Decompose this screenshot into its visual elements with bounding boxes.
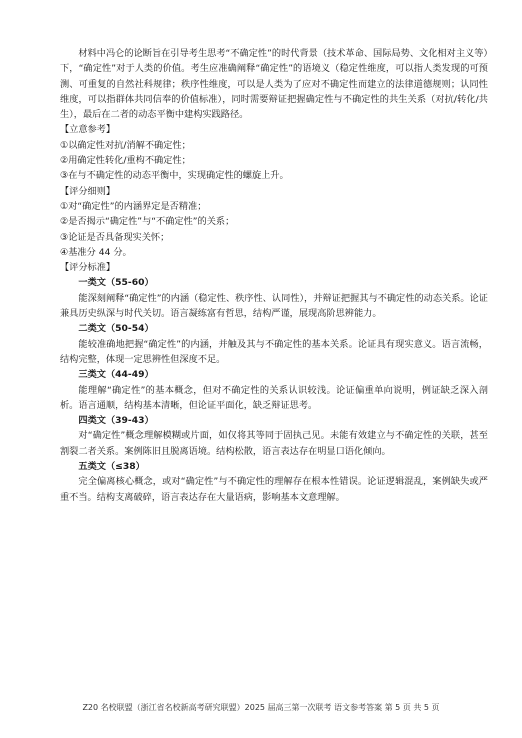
xize-item: ④基准分 44 分。	[60, 246, 132, 258]
grade-4-body: 对“确定性”概念理解模糊或片面，如仅将其等同于固执己见。未能有效建立与不确定性的关联，甚至割裂二者关系。案例陈旧且脱离语境。结构松散，语言表达存在明显口语化倾向。	[60, 430, 488, 457]
lizhi-heading: 【立意参考】	[60, 124, 116, 136]
lizhi-item: ②用确定性转化/重构不确定性；	[60, 155, 191, 167]
intro-paragraph: 材料中冯仑的论断旨在引导考生思考“不确定性”的时代背景（技术革命、国际局势、文化相对主义等）下，“确定性”对于人类的价值。考生应准确阐释“确定性”的语境义（稳定性维度，可以指人类发现的可预测、可重复的自然社科规律；秩序性维度，可以是人类为了应对不确定性而建立的法律道德规则；认同性维度，可以指群体共同信奉的价值标准），同时需要辩证把握确定性与不确定性的共生关系（对抗/转化/共生），最后在二者的动态平衡中建构实践路径。	[60, 48, 488, 121]
grade-5-body: 完全偏离核心概念，或对“确定性”与不确定性的理解存在根本性错误。论证逻辑混乱，案例缺失或严重不当。结构支离破碎，语言表达存在大量语病，影响基本文意理解。	[60, 476, 488, 503]
grade-1-title: 一类文（55-60）	[78, 277, 154, 289]
xize-item: ③论证是否具备现实关怀；	[60, 231, 170, 243]
page-footer: Z20 名校联盟（浙江省名校新高考研究联盟）2025 届高三第一次联考 语文参考答案 第 5 页 共 5 页	[82, 703, 440, 712]
biaozhun-heading: 【评分标准】	[60, 262, 116, 274]
grade-1-body: 能深刻阐释“确定性”的内涵（稳定性、秩序性、认同性），并辩证把握其与不确定性的动态关系。论证兼具历史纵深与时代关切。语言凝练富有哲思，结构严谨，展现高阶思辨能力。	[60, 292, 488, 320]
xize-item: ①对“确定性”的内涵界定是否精准；	[60, 200, 207, 212]
grade-3-title: 三类文（44-49）	[78, 369, 154, 381]
grade-3-body: 能理解“确定性”的基本概念，但对不确定性的关系认识较浅。论证偏重单向说明，例证缺乏深入剖析。语言通顺，结构基本清晰，但论证平面化，缺乏辩证思考。	[60, 384, 488, 411]
xize-item: ②是否揭示“确定性”与“不确定性”的关系；	[60, 216, 235, 228]
grade-4-title: 四类文（39-43）	[78, 415, 154, 427]
grade-2-body: 能较准确地把握“确定性”的内涵，并触及其与不确定性的基本关系。论证具有现实意义。语言流畅，结构完整，体现一定思辨性但深度不足。	[60, 338, 488, 365]
grade-2-title: 二类文（50-54）	[78, 323, 154, 335]
xize-heading: 【评分细则】	[60, 185, 116, 197]
lizhi-item: ③在与不确定性的动态平衡中，实现确定性的螺旋上升。	[60, 170, 289, 182]
grade-5-title: 五类文（≤38）	[78, 461, 145, 473]
page-content	[60, 46, 488, 505]
lizhi-item: ①以确定性对抗/消解不确定性；	[60, 139, 191, 151]
